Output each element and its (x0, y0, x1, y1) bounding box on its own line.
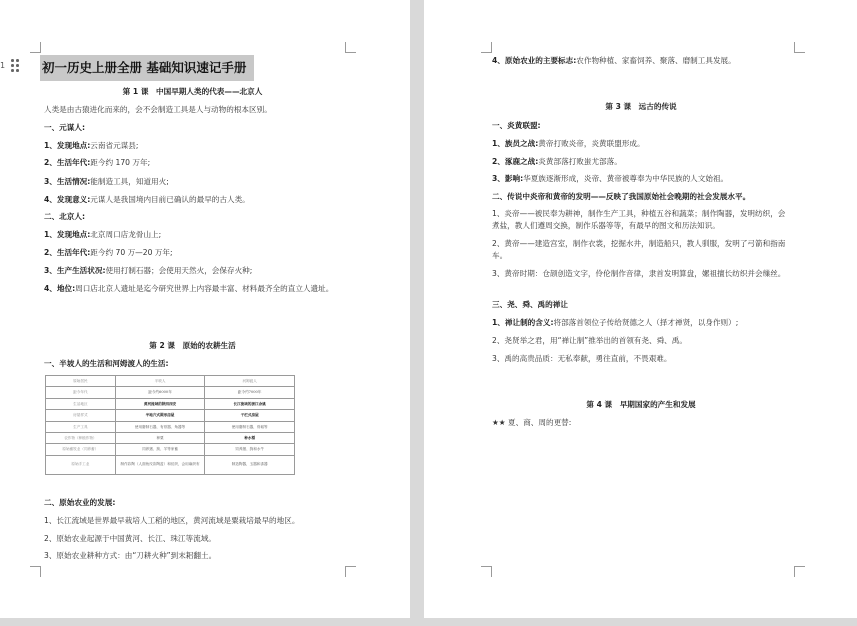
table-row (46, 455, 295, 474)
crop-mark (30, 566, 41, 577)
table-cell: 半地穴式圆形房屋 (115, 410, 205, 421)
table-cell: 原始手工业 (46, 455, 116, 474)
table-cell: 制造陶器，玉器和漆器 (205, 455, 295, 474)
list-item: 1、长江流域是世界最早栽培人工稻的地区，黄河流域是粟栽培最早的地区。 (44, 516, 300, 525)
list-item: 3、影响:华夏族逐渐形成，炎帝、黄帝被尊奉为中华民族的人文始祖。 (492, 174, 729, 183)
list-item: 4、发现意义:元谋人是我国境内目前已确认的最早的古人类。 (44, 195, 250, 204)
table-cell: 使用磨制石器，有骨器、角器等 (115, 421, 205, 432)
lesson-heading: 第 3 课 远古的传说 (605, 102, 677, 111)
table-cell: 生活地区 (46, 398, 116, 409)
table-cell: 河姆渡人 (205, 376, 295, 387)
table-cell: 制作彩陶（人面鱼纹彩陶盆）和纺织，会用麻织布 (115, 455, 205, 474)
crop-mark (30, 42, 41, 53)
table-cell: 生产工具 (46, 421, 116, 432)
list-item: 2、生活年代:距今约 170 万年; (44, 158, 151, 167)
table-cell: 半坡人 (115, 376, 205, 387)
paragraph: 人类是由古猿进化而来的，会不会制造工具是人与动物的根本区别。 (44, 105, 272, 114)
lesson-heading: 第 1 课 中国早期人类的代表——北京人 (122, 87, 263, 96)
table-cell: 黄河流域的陕西西安 (115, 398, 205, 409)
lesson-heading: 第 2 课 原始的农耕生活 (149, 341, 236, 350)
section-heading: 二、原始农业的发展: (44, 498, 116, 507)
list-item: 4、原始农业的主要标志:农作物种植、家畜饲养、聚落、磨制工具发展。 (492, 56, 736, 65)
page-gap (410, 0, 424, 626)
crop-mark (481, 566, 492, 577)
table-cell: 种水稻 (205, 432, 295, 443)
table-cell: 长江流域的浙江余姚 (205, 398, 295, 409)
section-heading: 一、半坡人的生活和河姆渡人的生活: (44, 359, 169, 368)
table-cell: 距今年代 (46, 387, 116, 398)
crop-mark (794, 42, 805, 53)
lesson-heading: 第 4 课 早期国家的产生和发展 (586, 400, 696, 409)
list-item: 3、禹的高贵品质：无私奉献，勇往直前，不畏艰难。 (492, 354, 672, 363)
list-item: 4、地位:周口店北京人遗址是迄今研究世界上内容最丰富、材料最齐全的直立人遗址。 (44, 284, 334, 293)
list-item: 3、黄帝时期：仓颉创造文字，伶伦制作音律，隶首发明算盘，嫘祖擅长纺织并会缫丝。 (492, 269, 786, 278)
list-item: 2、原始农业起源于中国黄河、长江、珠江等流域。 (44, 534, 216, 543)
table-row (46, 387, 295, 398)
table-cell: 距今约7000年 (205, 387, 295, 398)
table-cell: 距今约6000年 (115, 387, 205, 398)
document-page-right (424, 0, 857, 618)
line-number: 1 (0, 61, 6, 70)
list-item: 1、发现地点:北京周口店龙骨山上; (44, 230, 162, 239)
drag-handle-icon[interactable] (11, 59, 21, 75)
list-item: 3、生产生活状况:使用打制石器；会使用天然火，会保存火种; (44, 266, 253, 275)
table-row (46, 444, 295, 455)
section-heading: 二、北京人: (44, 212, 86, 221)
table-row (46, 410, 295, 421)
list-item: 2、尧贤举之君，用“禅让制”推举出的首领有尧、舜、禹。 (492, 336, 687, 345)
table-cell: 原始居民 (46, 376, 116, 387)
document-title[interactable]: 初一历史上册全册 基础知识速记手册 (40, 55, 254, 81)
list-item: 3、生活情况:能制造工具，知道用火; (44, 177, 169, 186)
section-heading: 一、炎黄联盟: (492, 121, 541, 130)
crop-mark (794, 566, 805, 577)
list-item: ★★ 夏、商、周的更替: (492, 418, 572, 427)
list-item: 1、禅让制的含义:将部落首领位子传给贤德之人（择才禅贤，以身作则）; (492, 318, 739, 327)
list-item: 2、涿鹿之战:炎黄部落打败蚩尤部落。 (492, 157, 622, 166)
section-heading: 二、传说中炎帝和黄帝的发明——反映了我国原始社会晚期的社会发展水平。 (492, 192, 751, 201)
table-cell: 房屋样式 (46, 410, 116, 421)
list-item: 1、族员之战:黄帝打败炎帝，炎黄联盟形成。 (492, 139, 645, 148)
crop-mark (345, 566, 356, 577)
table-cell: 原始畜牧业（饲养畜） (46, 444, 116, 455)
table-cell: 饲养猪、狗、羊等家畜 (115, 444, 205, 455)
table-row (46, 398, 295, 409)
table-cell: 农作物（种植作物） (46, 432, 116, 443)
list-item: 3、原始农业耕种方式：由“刀耕火种”到末耜翻土。 (44, 551, 217, 560)
table-header-row (46, 376, 295, 387)
table-cell: 干栏式房屋 (205, 410, 295, 421)
comparison-table (45, 375, 295, 475)
table-row (46, 432, 295, 443)
list-item: 2、黄帝——建造宫室，制作衣裳，挖掘水井，制造船只，教人驯服，发明了弓箭和指南车。 (492, 239, 786, 260)
crop-mark (345, 42, 356, 53)
table-cell: 种粟 (115, 432, 205, 443)
list-item: 2、生活年代:距今约 70 万—20 万年; (44, 248, 173, 257)
crop-mark (481, 42, 492, 53)
table-row (46, 421, 295, 432)
section-heading: 一、元谋人: (44, 123, 86, 132)
table-cell: 使用磨制石器，骨耜等 (205, 421, 295, 432)
section-heading: 三、尧、舜、禹的禅让 (492, 300, 568, 309)
list-item: 1、发现地点:云南省元谋县; (44, 141, 139, 150)
list-item: 1、炎帝——被民奉为耕神，制作生产工具，种植五谷和蔬菜；制作陶器，发明纺织，会煮盐，教人们遵周交换，制作乐器等等，有最早的图文和历法知识。 (492, 209, 786, 230)
document-page-left (0, 0, 410, 618)
table-cell: 饲养猪、狗和水牛 (205, 444, 295, 455)
